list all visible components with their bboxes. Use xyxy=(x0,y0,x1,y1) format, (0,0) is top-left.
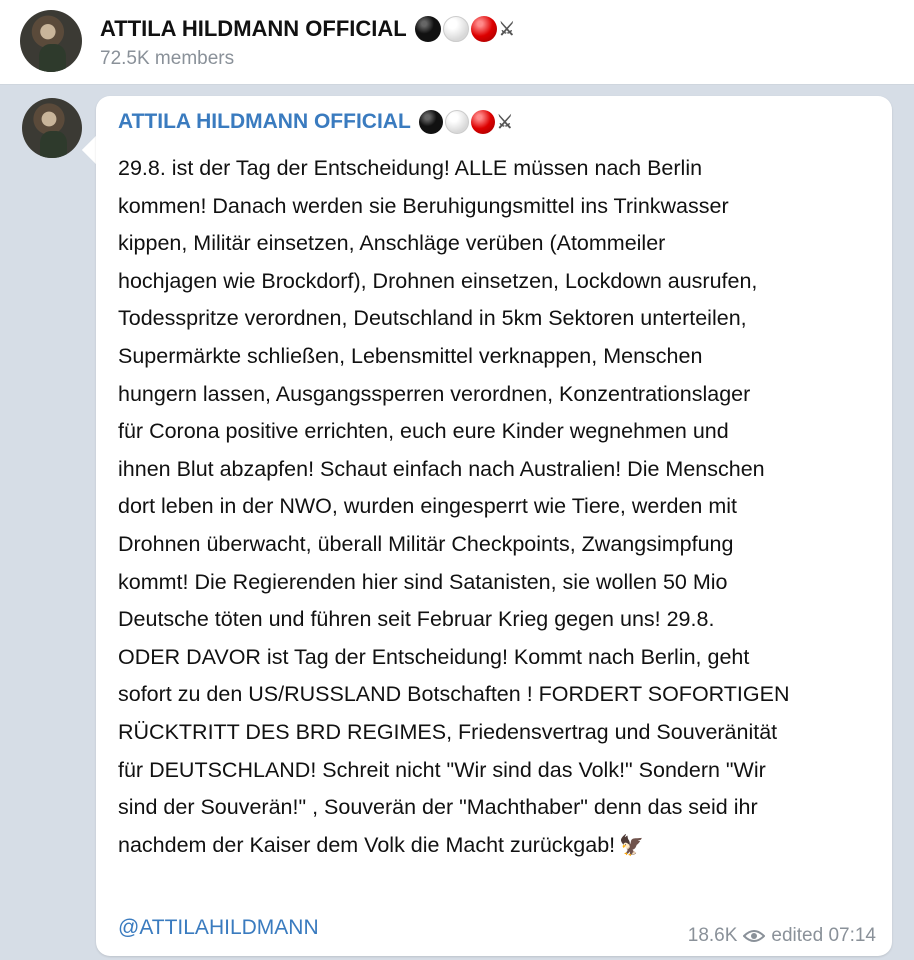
message-line: ihnen Blut abzapfen! Schaut einfach nach Australien! Die Menschen xyxy=(118,456,765,481)
message-line-last xyxy=(118,827,878,866)
channel-title-text: ATTILA HILDMANN OFFICIAL xyxy=(100,16,407,41)
message-line: ODER DAVOR ist Tag der Entscheidung! Kommt nach Berlin, geht xyxy=(118,644,750,669)
sender-emojis xyxy=(419,110,513,134)
message-line: Drohnen überwacht, überall Militär Checkpoints, Zwangsimpfung xyxy=(118,531,734,556)
channel-header[interactable] xyxy=(0,0,914,85)
white-circle-icon xyxy=(445,110,469,134)
message-line: für Corona positive errichten, euch eure Kinder wegnehmen und xyxy=(118,419,729,444)
message-line: 29.8. ist der Tag der Entscheidung! ALLE müssen nach Berlin xyxy=(118,156,703,180)
member-count: 72.5K members xyxy=(100,48,235,69)
white-circle-icon xyxy=(443,16,469,42)
crossed-swords-icon: ⚔ xyxy=(496,112,513,132)
message-line: Deutsche töten und führen seit Februar Krieg gegen uns! 29.8. xyxy=(118,607,715,632)
view-count: 18.6K xyxy=(687,925,738,946)
message-line: dort leben in der NWO, wurden eingesperrt wie Tiere, werden mit xyxy=(118,494,737,519)
message-line: hochjagen wie Brockdorf), Drohnen einsetzen, Lockdown ausrufen, xyxy=(118,268,758,293)
message-line: für DEUTSCHLAND! Schreit nicht "Wir sind das Volk!" Sondern "Wir xyxy=(118,757,766,782)
message-line: kippen, Militär einsetzen, Anschläge verüben (Atommeiler xyxy=(118,231,666,256)
sender-name: ATTILA HILDMANN OFFICIAL xyxy=(118,110,411,133)
message-line: sind der Souverän!" , Souverän der "Machthaber" denn das seid ihr xyxy=(118,795,758,820)
eye-icon xyxy=(743,929,765,943)
message-line: nachdem der Kaiser dem Volk die Macht zurückgab! xyxy=(118,832,616,857)
channel-emojis xyxy=(415,16,515,42)
message-line: kommen! Danach werden sie Beruhigungsmittel ins Trinkwasser xyxy=(118,193,729,218)
message-line: kommt! Die Regierenden hier sind Satanisten, sie wollen 50 Mio xyxy=(118,569,728,594)
eagle-icon: 🦅 xyxy=(619,834,645,857)
message-sender[interactable] xyxy=(118,110,513,134)
sender-avatar[interactable] xyxy=(22,98,82,158)
crossed-swords-icon: ⚔ xyxy=(498,19,515,39)
black-circle-icon xyxy=(419,110,443,134)
message-line: RÜCKTRITT DES BRD REGIMES, Friedensvertrag und Souveränität xyxy=(118,719,778,744)
channel-title xyxy=(100,16,515,42)
message-line: Todesspritze verordnen, Deutschland in 5km Sektoren unterteilen, xyxy=(118,306,747,331)
edited-time: edited 07:14 xyxy=(771,925,876,946)
red-circle-icon xyxy=(471,16,497,42)
channel-handle-link[interactable]: @ATTILAHILDMANN xyxy=(118,916,319,939)
message-line: hungern lassen, Ausgangssperren verordnen, Konzentrationslager xyxy=(118,381,751,406)
message-line: Supermärkte schließen, Lebensmittel verknappen, Menschen xyxy=(118,343,703,368)
red-circle-icon xyxy=(471,110,495,134)
channel-avatar[interactable] xyxy=(20,10,82,72)
message-meta xyxy=(688,925,876,947)
black-circle-icon xyxy=(415,16,441,42)
message-line: sofort zu den US/RUSSLAND Botschaften ! FORDERT SOFORTIGEN xyxy=(118,682,790,707)
message-bubble[interactable] xyxy=(96,96,892,956)
message-text xyxy=(118,150,878,865)
